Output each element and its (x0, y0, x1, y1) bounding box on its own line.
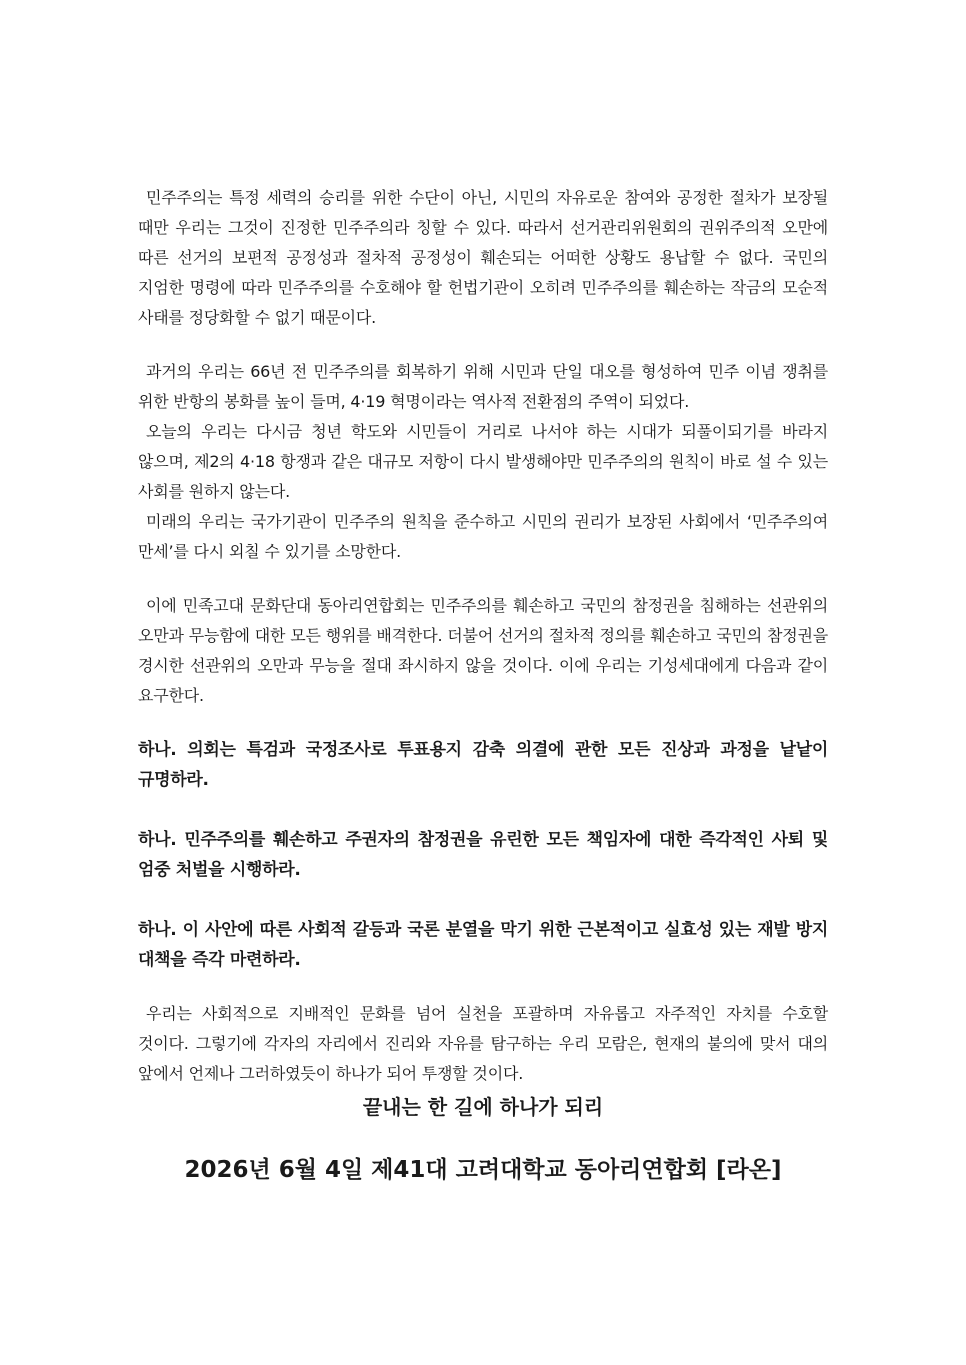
paragraph-present: 오늘의 우리는 다시금 청년 학도와 시민들이 거리로 나서야 하는 시대가 되풀이되기를 바라지 않으며, 제2의 4·18 항쟁과 같은 대규모 저항이 다시 발생해야만 민주주의의 원칙이 바로 설 수 있는 사회를 원하지 않는다. (138, 422, 828, 501)
paragraph-past-present-future (138, 357, 828, 567)
slogan: 끝내는 한 길에 하나가 되리 (362, 1095, 604, 1119)
paragraph-text: 이에 민족고대 문화단대 동아리연합회는 민주주의를 훼손하고 국민의 참정권을 침해하는 선관위의 오만과 무능함에 대한 모든 행위를 배격한다. 더불어 선거의 절차적 정의를 훼손하고 국민의 참정권을 경시한 선관위의 오만과 무능을 절대 좌시하지 않을 것이다. 이에 우리는 기성세대에게 다음과 같이 요구한다. (138, 596, 828, 705)
paragraph-democracy (138, 183, 828, 333)
signature-line: 2026년 6월 4일 제41대 고려대학교 동아리연합회 [라온] (184, 1157, 782, 1183)
demand-item: 하나. 민주주의를 훼손하고 주권자의 참정권을 유린한 모든 책임자에 대한 즉각적인 사퇴 및 엄중 처벌을 시행하라. (138, 830, 828, 880)
paragraph-closing (138, 999, 828, 1089)
paragraph-text: 우리는 사회적으로 지배적인 문화를 넘어 실천을 포괄하며 자유롭고 자주적인 자치를 수호할 것이다. 그렇기에 각자의 자리에서 진리와 자유를 탐구하는 우리 모람은, 현재의 불의에 맞서 대의 앞에서 언제나 그러하였듯이 하나가 되어 투쟁할 것이다. (138, 1004, 828, 1083)
paragraph-past: 과거의 우리는 66년 전 민주주의를 회복하기 위해 시민과 단일 대오를 형성하여 민주 이념 쟁취를 위한 반항의 봉화를 높이 들며, 4·19 혁명이라는 역사적 전환점의 주역이 되었다. (138, 362, 828, 411)
paragraph-text: 민주주의는 특정 세력의 승리를 위한 수단이 아닌, 시민의 자유로운 참여와 공정한 절차가 보장될 때만 우리는 그것이 진정한 민주주의라 칭할 수 있다. 따라서 선거관리위원회의 권위주의적 오만에 따른 선거의 보편적 공정성과 절차적 공정성이 훼손되는 어떠한 상황도 용납할 수 없다. 국민의 지엄한 명령에 따라 민주주의를 수호해야 할 헌법기관이 오히려 민주주의를 훼손하는 작금의 모순적 사태를 정당화할 수 없기 때문이다. (138, 188, 828, 327)
demand-item: 하나. 이 사안에 따른 사회적 갈등과 국론 분열을 막기 위한 근본적이고 실효성 있는 재발 방지 대책을 즉각 마련하라. (138, 920, 828, 970)
document-body (138, 183, 828, 1089)
demand-item: 하나. 의회는 특검과 국정조사로 투표용지 감축 의결에 관한 모든 진상과 과정을 낱낱이 규명하라. (138, 740, 828, 790)
paragraph-statement (138, 591, 828, 711)
paragraph-future: 미래의 우리는 국가기관이 민주주의 원칙을 준수하고 시민의 권리가 보장된 사회에서 ‘민주주의여 만세’를 다시 외칠 수 있기를 소망한다. (138, 512, 828, 561)
